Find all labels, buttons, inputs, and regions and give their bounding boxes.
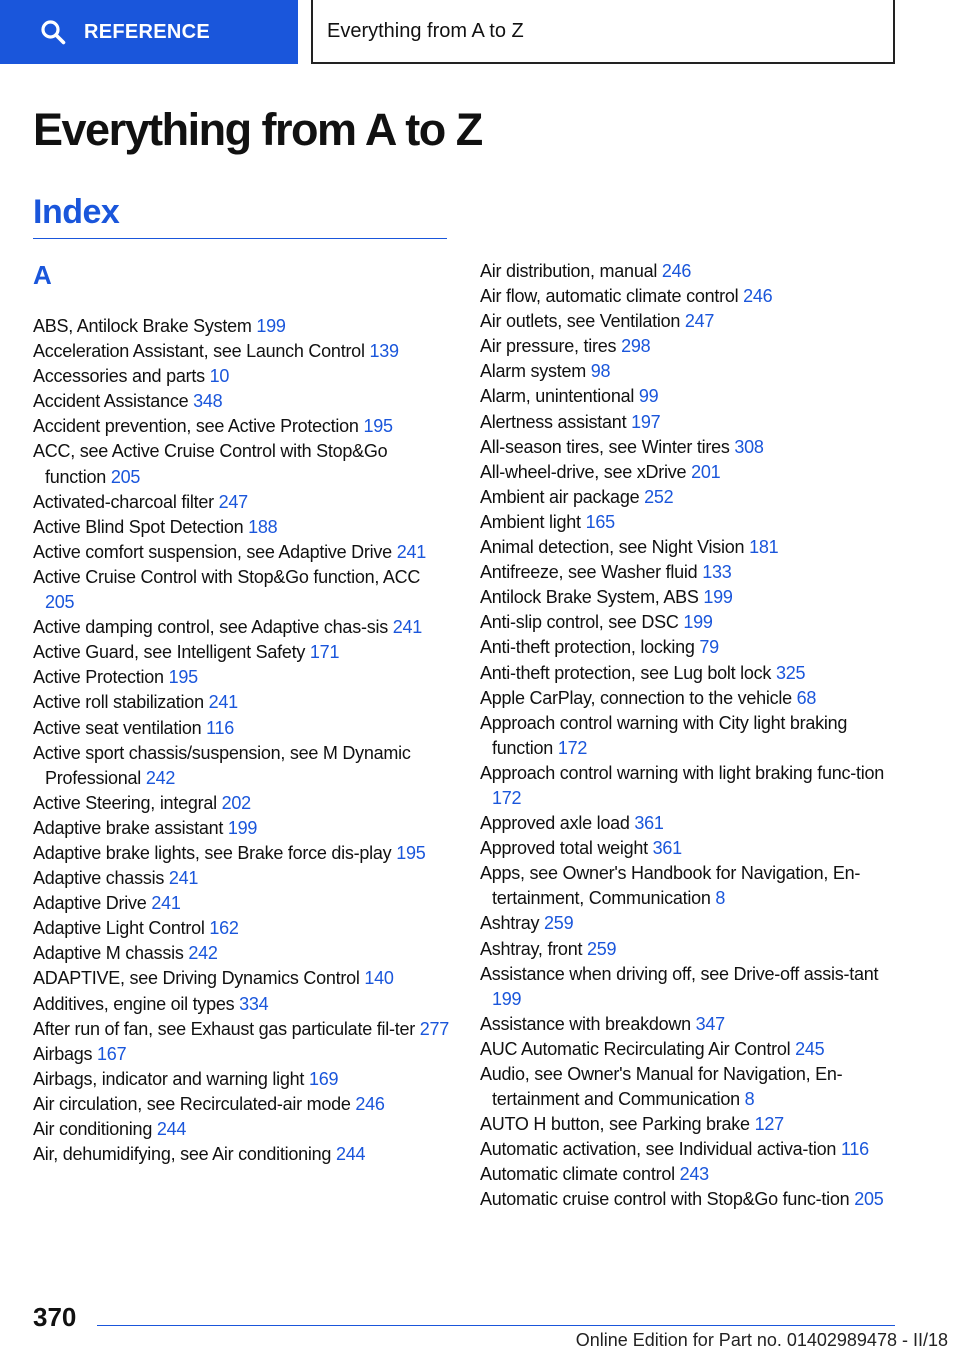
page-reference-link[interactable]: 167 bbox=[97, 1043, 127, 1064]
search-icon bbox=[40, 19, 66, 45]
index-entry bbox=[33, 841, 453, 866]
index-entry-text: ABS, Antilock Brake System bbox=[33, 316, 252, 336]
index-entry bbox=[33, 490, 453, 515]
index-entry bbox=[480, 460, 900, 485]
index-entry-text: Active Guard, see Intelligent Safety bbox=[33, 642, 306, 663]
index-entry-text: Alarm, unintentional bbox=[480, 386, 635, 407]
index-entry-text: Apple CarPlay, connection to the vehicle bbox=[480, 687, 792, 708]
index-entry bbox=[480, 761, 900, 811]
page-reference-link[interactable]: 246 bbox=[743, 286, 773, 307]
page-reference-link[interactable]: 10 bbox=[209, 366, 230, 387]
page-reference-link[interactable]: 361 bbox=[652, 838, 682, 859]
index-entry-text: AUTO H button, see Parking brake bbox=[480, 1114, 750, 1135]
page-reference-link[interactable]: 162 bbox=[209, 918, 239, 939]
page-reference-link[interactable]: 298 bbox=[621, 336, 651, 357]
index-entry bbox=[480, 359, 900, 384]
index-divider bbox=[33, 238, 447, 239]
index-entry-text: Active sport chassis/suspension, see M Dynamic Professional bbox=[33, 742, 411, 788]
index-entry-text: Adaptive M chassis bbox=[33, 943, 184, 964]
index-entry bbox=[480, 661, 900, 686]
index-entry-text: Activated-charcoal filter bbox=[33, 491, 214, 512]
index-entry bbox=[480, 435, 900, 460]
page-reference-link[interactable]: 172 bbox=[492, 787, 522, 808]
index-entry-text: Accident Assistance bbox=[33, 391, 189, 412]
index-entry-text: Assistance with breakdown bbox=[480, 1013, 691, 1034]
index-entry bbox=[480, 1037, 900, 1062]
page-reference-link[interactable]: 195 bbox=[396, 842, 426, 863]
page-reference-link[interactable]: 188 bbox=[248, 516, 278, 537]
index-entry-text: Approach control warning with City light braking function bbox=[480, 712, 848, 758]
index-entry-text: Assistance when driving off, see Drive-off assis-tant bbox=[480, 963, 879, 984]
page-reference-link[interactable]: 241 bbox=[168, 868, 199, 889]
index-entry bbox=[480, 1062, 900, 1112]
index-entry bbox=[480, 585, 900, 610]
index-entry-text: Anti-slip control, see DSC bbox=[480, 612, 679, 633]
index-entry bbox=[480, 309, 900, 334]
footer-divider bbox=[97, 1325, 895, 1326]
page-reference-link[interactable]: 116 bbox=[840, 1139, 869, 1160]
page-reference-link[interactable]: 116 bbox=[206, 717, 235, 738]
page-number: 370 bbox=[33, 1302, 77, 1332]
page-reference-link[interactable]: 243 bbox=[679, 1164, 709, 1185]
page-reference-link[interactable]: 133 bbox=[702, 562, 732, 583]
page-reference-link[interactable]: 195 bbox=[363, 416, 393, 437]
index-entry-text: Active Cruise Control with Stop&Go function, ACC bbox=[33, 566, 421, 587]
index-entry bbox=[480, 937, 900, 962]
index-entry-text: Active roll stabilization bbox=[33, 692, 204, 713]
page-reference-link[interactable]: 242 bbox=[188, 943, 218, 964]
index-entry bbox=[33, 816, 453, 841]
index-entry-text: Adaptive brake assistant bbox=[33, 817, 224, 838]
index-entry bbox=[33, 515, 453, 540]
index-entry-text: Automatic cruise control with Stop&Go func-tion bbox=[480, 1189, 850, 1210]
index-entry bbox=[33, 439, 453, 489]
index-entry-text: Automatic activation, see Individual activa-tion bbox=[480, 1139, 837, 1160]
index-entry-text: Active Steering, integral bbox=[33, 792, 217, 813]
index-entry bbox=[33, 414, 453, 439]
index-entry-text: Anti-theft protection, see Lug bolt lock bbox=[480, 662, 772, 683]
index-entry-text: Additives, engine oil types bbox=[33, 993, 235, 1014]
section-letter: A bbox=[33, 260, 52, 290]
chapter-title: Everything from A to Z bbox=[327, 19, 524, 42]
index-entry bbox=[480, 284, 900, 309]
index-entry bbox=[33, 916, 453, 941]
page-reference-link[interactable]: 165 bbox=[585, 511, 615, 532]
index-entry-text: Air circulation, see Recirculated-air mode bbox=[33, 1093, 351, 1114]
index-entry-text: Audio, see Owner's Manual for Navigation, En-tertainment and Communication bbox=[480, 1064, 843, 1110]
index-entry bbox=[480, 1187, 900, 1212]
index-entry-text: Adaptive brake lights, see Brake force dis-play bbox=[33, 842, 392, 863]
index-entry bbox=[480, 510, 900, 535]
index-entry-text: Anti-theft protection, locking bbox=[480, 637, 695, 658]
page-reference-link[interactable]: 308 bbox=[734, 436, 764, 457]
index-heading: Index bbox=[33, 193, 120, 231]
page-reference-link[interactable]: 199 bbox=[256, 316, 286, 336]
page-reference-link[interactable]: 169 bbox=[308, 1068, 339, 1089]
index-entry bbox=[33, 992, 453, 1017]
index-column-left bbox=[33, 314, 453, 1167]
page-reference-link[interactable]: 139 bbox=[369, 341, 399, 362]
index-entry-text: Adaptive chassis bbox=[33, 868, 165, 889]
index-entry bbox=[480, 485, 900, 510]
page-reference-link[interactable]: 195 bbox=[168, 667, 198, 688]
index-entry-text: ACC, see Active Cruise Control with Stop&Go function bbox=[33, 441, 388, 487]
index-entry bbox=[480, 1137, 900, 1162]
index-entry-text: Active Blind Spot Detection bbox=[33, 516, 244, 537]
page-reference-link[interactable]: 199 bbox=[492, 988, 522, 1009]
page-reference-link[interactable]: 171 bbox=[309, 642, 340, 663]
page-reference-link[interactable]: 202 bbox=[221, 792, 251, 813]
page-reference-link[interactable]: 242 bbox=[145, 767, 176, 788]
index-entry-text: Ashtray, front bbox=[480, 938, 583, 959]
page-reference-link[interactable]: 172 bbox=[557, 737, 588, 758]
index-entry-text: Air, dehumidifying, see Air conditioning bbox=[33, 1144, 332, 1165]
index-entry-text: Antilock Brake System, ABS bbox=[480, 587, 699, 608]
index-entry-text: Approved total weight bbox=[480, 838, 648, 859]
page-reference-link[interactable]: 244 bbox=[156, 1119, 187, 1139]
page-reference-link[interactable]: 127 bbox=[754, 1114, 784, 1135]
page-reference-link[interactable]: 247 bbox=[684, 311, 715, 332]
index-entry-text: Alertness assistant bbox=[480, 411, 627, 432]
page-reference-link[interactable]: 68 bbox=[796, 687, 817, 708]
index-entry bbox=[33, 866, 453, 891]
index-entry-text: Accessories and parts bbox=[33, 366, 205, 387]
index-entry bbox=[480, 410, 900, 435]
index-entry-text: Adaptive Light Control bbox=[33, 918, 205, 939]
index-entry bbox=[480, 1112, 900, 1137]
page-reference-link[interactable]: 277 bbox=[419, 1018, 450, 1039]
index-entry bbox=[33, 1142, 453, 1167]
index-entry bbox=[480, 861, 900, 911]
index-entry-text: Approach control warning with light braking func-tion bbox=[480, 762, 884, 783]
index-entry bbox=[33, 716, 453, 741]
index-entry bbox=[480, 635, 900, 660]
index-entry-text: Airbags bbox=[33, 1043, 93, 1064]
page-reference-link[interactable]: 205 bbox=[854, 1189, 884, 1210]
index-entry bbox=[33, 966, 453, 991]
index-entry-text: Air conditioning bbox=[33, 1119, 153, 1139]
page-reference-link[interactable]: 8 bbox=[744, 1089, 755, 1110]
page-reference-link[interactable]: 201 bbox=[691, 461, 721, 482]
page-reference-link[interactable]: 246 bbox=[355, 1093, 385, 1114]
page-reference-link[interactable]: 347 bbox=[695, 1013, 725, 1034]
index-entry-text: Air pressure, tires bbox=[480, 336, 617, 357]
index-entry bbox=[480, 686, 900, 711]
index-entry-text: Apps, see Owner's Handbook for Navigation, En-tertainment, Communication bbox=[480, 863, 861, 909]
index-entry bbox=[480, 911, 900, 936]
index-entry bbox=[33, 565, 453, 615]
page-reference-link[interactable]: 205 bbox=[110, 466, 141, 487]
edition-footer: Online Edition for Part no. 01402989478 - II/18 bbox=[575, 1330, 948, 1350]
index-entry bbox=[480, 811, 900, 836]
page-reference-link[interactable]: 181 bbox=[749, 537, 779, 558]
page-reference-link[interactable]: 241 bbox=[392, 617, 422, 638]
page-reference-link[interactable]: 241 bbox=[151, 893, 181, 914]
index-entry-text: AUC Automatic Recirculating Air Control bbox=[480, 1038, 791, 1059]
page-reference-link[interactable]: 252 bbox=[644, 486, 674, 507]
page-reference-link[interactable]: 241 bbox=[208, 692, 238, 713]
index-entry bbox=[480, 560, 900, 585]
page-reference-link[interactable]: 199 bbox=[703, 587, 733, 608]
index-entry-text: Active comfort suspension, see Adaptive Drive bbox=[33, 541, 392, 562]
page-reference-link[interactable]: 8 bbox=[715, 888, 726, 909]
index-entry bbox=[33, 389, 453, 414]
index-entry bbox=[33, 339, 453, 364]
index-entry bbox=[480, 259, 900, 284]
page-reference-link[interactable]: 241 bbox=[396, 541, 426, 562]
index-entry-text: All-wheel-drive, see xDrive bbox=[480, 461, 687, 482]
page-reference-link[interactable]: 361 bbox=[634, 813, 664, 834]
page-reference-link[interactable]: 245 bbox=[795, 1038, 825, 1059]
index-entry bbox=[33, 891, 453, 916]
page-reference-link[interactable]: 246 bbox=[661, 261, 692, 281]
index-entry-text: Acceleration Assistant, see Launch Control bbox=[33, 341, 365, 362]
index-entry-text: Animal detection, see Night Vision bbox=[480, 537, 745, 558]
index-entry bbox=[33, 1017, 453, 1042]
index-entry bbox=[480, 384, 900, 409]
index-entry-text: After run of fan, see Exhaust gas particulate fil-ter bbox=[33, 1018, 415, 1039]
index-entry bbox=[33, 1067, 453, 1092]
index-entry bbox=[480, 1012, 900, 1037]
index-entry-text: Airbags, indicator and warning light bbox=[33, 1068, 305, 1089]
index-entry-text: Ambient light bbox=[480, 511, 581, 532]
index-entry bbox=[480, 610, 900, 635]
index-entry bbox=[33, 1092, 453, 1117]
index-entry bbox=[480, 1162, 900, 1187]
index-column-right bbox=[480, 259, 900, 1213]
index-entry-text: Air flow, automatic climate control bbox=[480, 286, 739, 307]
index-entry bbox=[480, 334, 900, 359]
page-reference-link[interactable]: 79 bbox=[699, 637, 719, 658]
section-tab-reference[interactable] bbox=[0, 0, 298, 64]
index-entry bbox=[33, 741, 453, 791]
page-reference-link[interactable]: 98 bbox=[590, 361, 611, 382]
index-entry-text: Ashtray bbox=[480, 913, 540, 934]
index-entry-text: Accident prevention, see Active Protection bbox=[33, 416, 359, 437]
index-entry bbox=[33, 665, 453, 690]
index-entry-text: Alarm system bbox=[480, 361, 587, 382]
index-entry-text: Antifreeze, see Washer fluid bbox=[480, 562, 698, 583]
index-entry-text: Ambient air package bbox=[480, 486, 640, 507]
section-tab-label: REFERENCE bbox=[84, 20, 211, 43]
index-entry-text: Approved axle load bbox=[480, 813, 630, 834]
index-entry bbox=[33, 1117, 453, 1142]
page-reference-link[interactable]: 199 bbox=[227, 817, 258, 838]
index-entry-text: ADAPTIVE, see Driving Dynamics Control bbox=[33, 968, 360, 989]
index-entry bbox=[480, 962, 900, 1012]
index-entry-text: Active damping control, see Adaptive chas-sis bbox=[33, 617, 388, 638]
page-reference-link[interactable]: 259 bbox=[586, 938, 617, 959]
page-reference-link[interactable]: 247 bbox=[218, 491, 248, 512]
page-reference-link[interactable]: 325 bbox=[775, 662, 806, 683]
index-entry bbox=[33, 615, 453, 640]
index-entry bbox=[33, 791, 453, 816]
index-entry-text: Active seat ventilation bbox=[33, 717, 202, 738]
index-entry-text: Automatic climate control bbox=[480, 1164, 675, 1185]
index-entry bbox=[33, 690, 453, 715]
page-reference-link[interactable]: 205 bbox=[45, 592, 75, 613]
index-entry bbox=[480, 535, 900, 560]
index-entry bbox=[33, 364, 453, 389]
page-title: Everything from A to Z bbox=[33, 104, 482, 155]
chapter-title-header bbox=[311, 0, 895, 64]
page-reference-link[interactable]: 199 bbox=[683, 612, 713, 633]
page-reference-link[interactable]: 244 bbox=[335, 1144, 366, 1165]
index-entry bbox=[33, 640, 453, 665]
index-entry bbox=[33, 540, 453, 565]
page-reference-link[interactable]: 140 bbox=[364, 968, 394, 989]
index-entry bbox=[480, 711, 900, 761]
page-reference-link[interactable]: 348 bbox=[193, 391, 223, 412]
index-entry bbox=[33, 1042, 453, 1067]
index-entry-text: Active Protection bbox=[33, 667, 164, 688]
index-entry bbox=[33, 314, 453, 339]
page-reference-link[interactable]: 259 bbox=[544, 913, 574, 934]
index-entry-text: Air outlets, see Ventilation bbox=[480, 311, 681, 332]
index-entry bbox=[480, 836, 900, 861]
index-entry bbox=[33, 941, 453, 966]
index-entry-text: All-season tires, see Winter tires bbox=[480, 436, 730, 457]
page-reference-link[interactable]: 334 bbox=[239, 993, 269, 1014]
index-entry-text: Adaptive Drive bbox=[33, 893, 147, 914]
page-reference-link[interactable]: 99 bbox=[638, 386, 659, 407]
index-entry-text: Air distribution, manual bbox=[480, 261, 658, 281]
page-reference-link[interactable]: 197 bbox=[631, 411, 661, 432]
